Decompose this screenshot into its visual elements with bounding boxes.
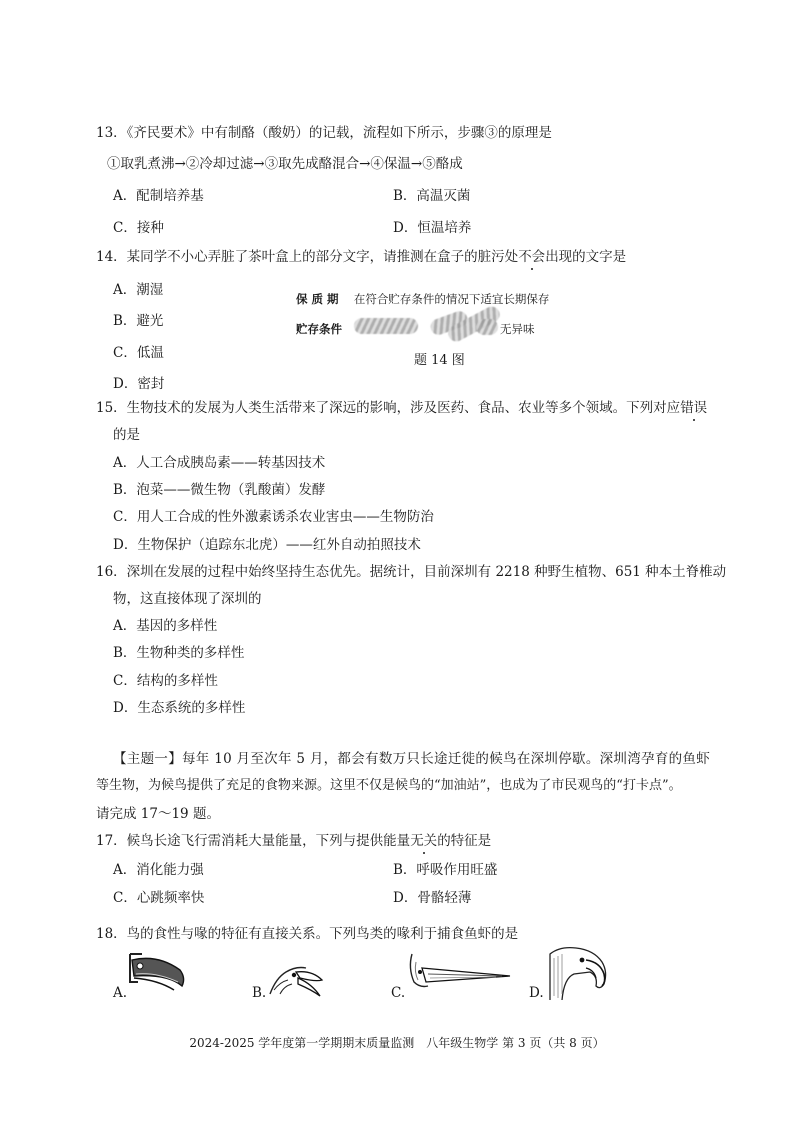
crossbill-beak-icon [266,960,328,1000]
hooked-beak-icon [128,952,190,996]
q14-option-a: A．潮湿 [113,282,164,298]
q16-stem-line1: 16．深圳在发展的过程中始终坚持生态优先。据统计，目前深圳有 2218 种野生植物、651 种本土脊椎动 [96,564,727,580]
q15-option-d: D．生物保护（追踪东北虎）——红外自动拍照技术 [113,537,421,553]
figure-14-caption: 题 14 图 [414,353,465,368]
q13-option-a: A．配制培养基 [113,188,204,204]
q14-option-d: D．密封 [113,376,165,392]
q13-stem: 13．《齐民要术》中有制酪（酸奶）的记载，流程如下所示，步骤③的原理是 [96,125,552,141]
shelf-life-label: 保 质 期 [296,292,339,306]
page-footer: 2024-2025 学年度第一学期期末质量监测 八年级生物学 第 3 页（共 8 页） [189,1036,605,1050]
long-spear-beak-icon [406,952,516,996]
q15-stem-emphasis: 错误 [680,400,708,416]
q18-option-b: B. [252,985,267,1001]
theme1-line2: 等生物，为候鸟提供了充足的食物来源。这里不仅是候鸟的“加油站”，也成为了市民观鸟的“打卡点”。 [96,778,682,793]
q18-option-c: C. [391,985,406,1001]
q18-stem: 18．鸟的食性与喙的特征有直接关系。下列鸟类的喙利于捕食鱼虾的是 [96,926,519,942]
q14-stem-emphasis: 不会 [518,249,546,265]
q15-option-b: B．泡菜——微生物（乳酸菌）发酵 [113,482,326,498]
smudge-mark [354,318,418,334]
q18-option-d: D. [529,985,544,1001]
q15-stem-before: 15．生物技术的发展为人类生活带来了深远的影响，涉及医药、食品、农业等多个领域。下列对应 [96,400,681,416]
q13-option-d: D．恒温培养 [393,220,472,236]
q15-stem-line2: 的是 [113,427,140,443]
q15-option-c: C．用人工合成的性外激素诱杀农业害虫——生物防治 [113,509,434,525]
q14-stem-after: 出现的文字是 [545,249,627,265]
q15-option-a: A．人工合成胰岛素——转基因技术 [113,455,326,471]
theme1-line1: 【主题一】每年 10 月至次年 5 月，都会有数万只长途迁徙的候鸟在深圳停歇。深圳湾孕育的鱼虾 [113,751,711,767]
q15-stem-line1 [96,396,707,416]
storage-row [296,321,342,337]
q16-option-c: C．结构的多样性 [113,673,218,689]
q18-option-a: A. [113,985,128,1001]
q14-stem [96,245,626,265]
q16-stem-line2: 物，这直接体现了深圳的 [113,591,262,607]
q13-option-c: C．接种 [113,220,164,236]
q17-stem-before: 17．候鸟长途飞行需消耗大量能量，下列与提供能量 [96,833,411,849]
q17-stem [96,829,491,849]
q17-stem-after: 的特征是 [437,833,492,849]
theme1-line3: 请完成 17～19 题。 [96,806,220,822]
q14-option-c: C．低温 [113,345,164,361]
q16-option-d: D．生态系统的多样性 [113,700,246,716]
q17-option-b: B．呼吸作用旺盛 [393,862,498,878]
storage-label: 贮存条件 [296,322,342,336]
eagle-head-icon [546,944,612,1002]
smudge-mark [476,319,498,335]
q13-option-b: B．高温灭菌 [393,188,471,204]
q13-process: ①取乳煮沸→②冷却过滤→③取先成酪混合→④保温→⑤酪成 [107,156,463,172]
q17-stem-emphasis: 无关 [410,833,438,849]
q17-option-c: C．心跳频率快 [113,890,205,906]
shelf-life-text: 在符合贮存条件的情况下适宜长期保存 [353,292,550,306]
q14-option-b: B．避光 [113,313,164,329]
storage-text: 无异味 [500,322,535,336]
q17-option-a: A．消化能力强 [113,862,204,878]
q16-option-b: B．生物种类的多样性 [113,645,245,661]
q16-option-a: A．基因的多样性 [113,618,218,634]
q14-stem-before: 14．某同学不小心弄脏了茶叶盒上的部分文字，请推测在盒子的脏污处 [96,249,519,265]
q17-option-d: D．骨骼轻薄 [393,890,472,906]
shelf-life-row [296,291,549,307]
